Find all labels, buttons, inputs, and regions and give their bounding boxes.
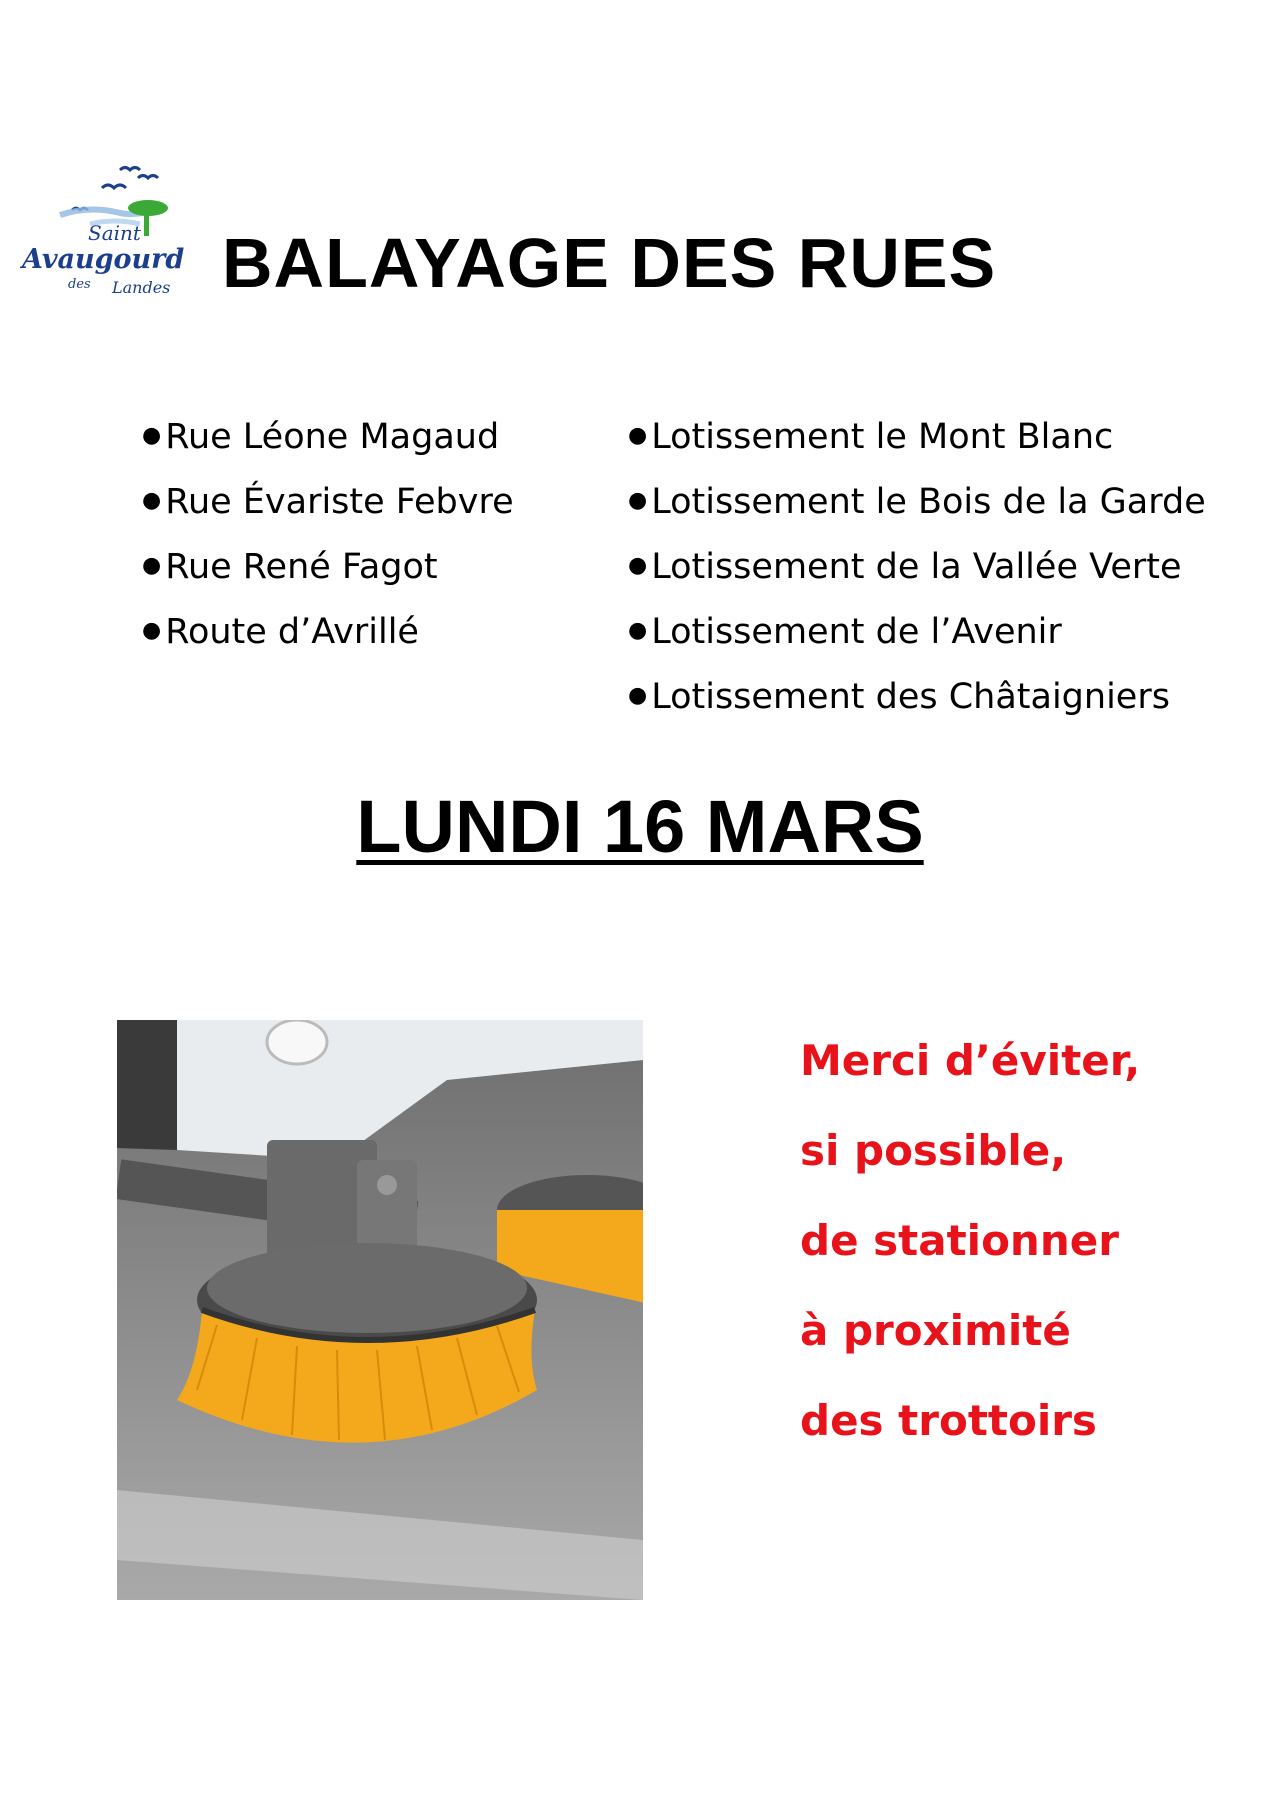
page-title: BALAYAGE DES RUES <box>222 224 997 302</box>
list-item <box>628 612 1206 680</box>
street-sweeper-brush-icon <box>117 1020 643 1600</box>
list-item <box>628 547 1206 615</box>
street-name: Lotissement de la Vallée Verte <box>651 547 1182 587</box>
list-item <box>628 482 1206 550</box>
street-name: Rue Évariste Febvre <box>165 482 514 522</box>
notice-line: à proximité <box>800 1306 1071 1355</box>
logo-saint: Saint <box>88 221 141 245</box>
list-item <box>142 547 514 615</box>
street-name: Rue René Fagot <box>165 547 438 587</box>
bullet-icon: ● <box>142 553 162 578</box>
street-name: Lotissement le Bois de la Garde <box>651 482 1206 522</box>
street-name: Lotissement de l’Avenir <box>651 612 1062 652</box>
bird-icon <box>120 168 140 171</box>
street-name: Lotissement des Châtaigniers <box>651 677 1170 717</box>
street-name: Rue Léone Magaud <box>165 417 500 457</box>
list-item <box>142 612 514 680</box>
logo-graphic <box>20 160 190 310</box>
bullet-icon: ● <box>628 618 648 643</box>
logo-des: des <box>68 277 91 292</box>
street-name: Lotissement le Mont Blanc <box>651 417 1114 457</box>
logo-avaugourd: Avaugourd <box>22 244 185 275</box>
street-list-right <box>628 417 1206 745</box>
notice-line: si possible, <box>800 1126 1067 1175</box>
notice-line: de stationner <box>800 1216 1119 1265</box>
parking-notice <box>800 1036 1141 1490</box>
bullet-icon: ● <box>628 553 648 578</box>
bird-icon <box>102 185 126 188</box>
bullet-icon: ● <box>142 618 162 643</box>
bullet-icon: ● <box>142 423 162 448</box>
street-sweeper-photo <box>117 1020 643 1600</box>
list-item <box>142 482 514 550</box>
list-item <box>142 417 514 485</box>
logo-landes: Landes <box>112 278 171 297</box>
bullet-icon: ● <box>628 488 648 513</box>
bird-icon <box>138 176 158 179</box>
street-list-left <box>142 417 514 680</box>
bullet-icon: ● <box>628 423 648 448</box>
notice-line: des trottoirs <box>800 1396 1097 1445</box>
list-item <box>628 677 1206 745</box>
event-date-text: LUNDI 16 MARS <box>356 785 924 868</box>
bullet-icon: ● <box>142 488 162 513</box>
bullet-icon: ● <box>628 683 648 708</box>
notice-line: Merci d’éviter, <box>800 1036 1141 1085</box>
municipality-logo <box>20 160 190 310</box>
street-name: Route d’Avrillé <box>165 612 419 652</box>
list-item <box>628 417 1206 485</box>
event-date <box>0 785 1280 868</box>
